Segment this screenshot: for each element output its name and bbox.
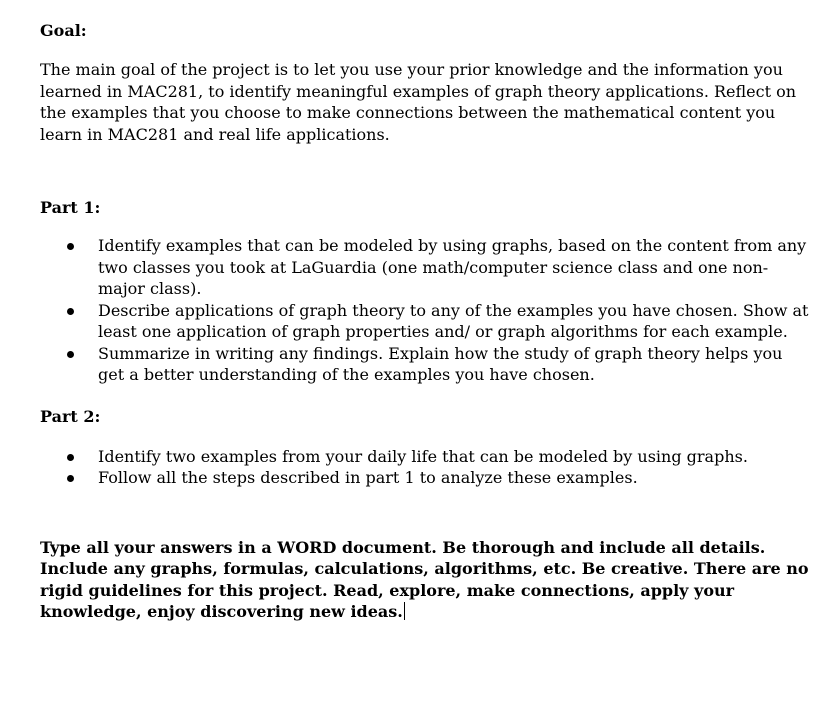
part1-heading: Part 1:	[40, 198, 101, 217]
goal-heading: Goal:	[40, 21, 87, 40]
bullet-icon	[67, 351, 74, 358]
part1-bullet-list	[40, 235, 810, 386]
document-page[interactable]	[40, 14, 810, 639]
part1-bullet-item	[40, 300, 810, 343]
text-cursor	[404, 602, 405, 620]
part2-bullet-text: Follow all the steps described in part 1 to analyze these examples.	[98, 468, 638, 487]
part2-heading: Part 2:	[40, 406, 101, 426]
bullet-icon	[67, 475, 74, 482]
goal-paragraph: The main goal of the project is to let you use your prior knowledge and the information you learned in MAC281, to identify meaningful examples of graph theory applications. Reflect on the examples that you choose to make connections between the mathematical content you learn in MAC281 and real life applications.	[40, 60, 797, 144]
bullet-icon	[67, 243, 74, 250]
part1-bullet-item	[40, 343, 810, 386]
instructions-paragraph	[40, 537, 810, 623]
part2-bullet-list	[40, 446, 810, 489]
part1-bullet-text: Summarize in writing any findings. Explain how the study of graph theory helps you get a better understanding of the examples you have chosen.	[98, 343, 783, 384]
bullet-icon	[67, 308, 74, 315]
part2-bullet-text: Identify two examples from your daily life that can be modeled by using graphs.	[98, 446, 748, 466]
part2-bullet-item	[40, 467, 810, 489]
bullet-icon	[67, 454, 74, 461]
part2-bullet-item	[40, 446, 810, 468]
part1-bullet-text: Identify examples that can be modeled by using graphs, based on the content from any two classes you took at LaGuardia (one math/computer science class and one non-major class).	[98, 236, 807, 298]
part1-bullet-text: Describe applications of graph theory to any of the examples you have chosen. Show at least one application of graph properties and/ or graph algorithms for each example.	[98, 300, 809, 341]
instructions-text: Type all your answers in a WORD document. Be thorough and include all details. Include any graphs, formulas, calculations, algorithms, etc. Be creative. There are no rigid guidelines for this project. Read, explore, make connections, apply your knowledge, enjoy discovering new ideas.	[40, 537, 809, 621]
part1-bullet-item	[40, 235, 810, 300]
